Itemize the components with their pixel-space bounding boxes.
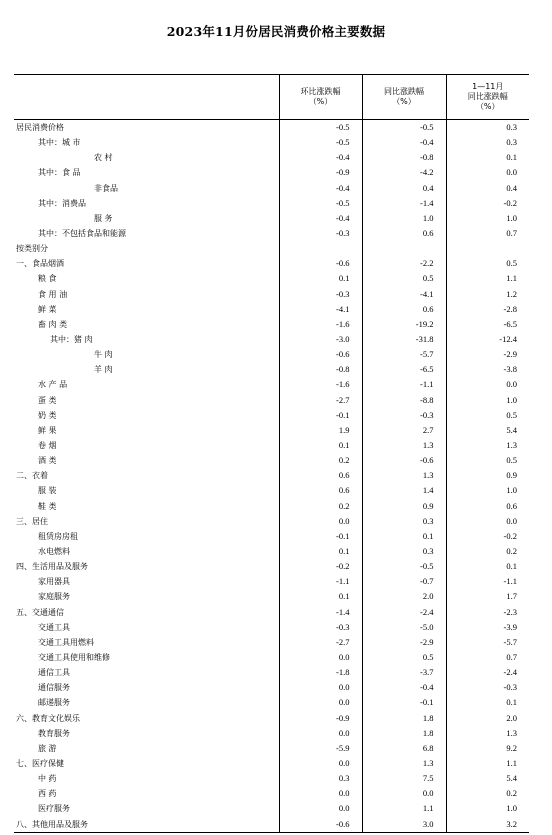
ytd-change-cell: -5.7 — [446, 635, 529, 650]
mom-change-cell: 0.0 — [279, 726, 362, 741]
row-label: 二、衣着 — [16, 471, 48, 481]
table-row — [14, 423, 529, 438]
table-row — [14, 287, 529, 302]
ytd-change-cell: 1.3 — [446, 438, 529, 453]
row-label: 中 药 — [38, 774, 57, 784]
ytd-change-cell: 3.2 — [446, 816, 529, 832]
mom-change-cell: -0.3 — [279, 287, 362, 302]
row-label: 水电燃料 — [38, 547, 70, 556]
row-label: 食 用 油 — [38, 289, 68, 299]
table-row — [14, 135, 529, 150]
mom-change-cell: 0.0 — [279, 650, 362, 665]
yoy-change-cell: -5.7 — [362, 347, 446, 362]
ytd-change-cell: 0.4 — [446, 181, 529, 196]
row-label: 八、其他用品及服务 — [14, 816, 279, 832]
ytd-change-cell: 0.5 — [446, 256, 529, 271]
ytd-change-cell: 1.3 — [446, 726, 529, 741]
ytd-change-cell: 5.4 — [446, 771, 529, 786]
yoy-change-cell: -0.3 — [362, 408, 446, 423]
ytd-change-cell: 2.0 — [446, 710, 529, 725]
yoy-change-cell: -6.5 — [362, 362, 446, 377]
mom-change-cell: 0.1 — [279, 271, 362, 286]
mom-change-cell: -2.7 — [279, 635, 362, 650]
mom-change-cell: -0.9 — [279, 165, 362, 180]
table-row — [14, 196, 529, 211]
yoy-change-cell: 0.1 — [362, 529, 446, 544]
row-label: 按类别分 — [16, 244, 48, 254]
header-text-line: 同比涨跌幅 — [467, 92, 508, 101]
yoy-change-cell: 1.3 — [362, 756, 446, 771]
table-row — [14, 332, 529, 347]
mom-change-cell: -1.1 — [279, 574, 362, 589]
ytd-change-cell: -0.2 — [446, 529, 529, 544]
mom-change-cell: -0.6 — [279, 816, 362, 832]
header-text-line: 环比涨跌幅 — [300, 87, 341, 96]
row-label: 鞋 类 — [38, 501, 57, 511]
yoy-change-cell: -5.0 — [362, 620, 446, 635]
ytd-change-cell: 0.2 — [446, 786, 529, 801]
row-label: 鲜 菜 — [38, 304, 57, 314]
mom-change-cell: -0.4 — [279, 211, 362, 226]
yoy-change-cell: -0.4 — [362, 135, 446, 150]
ytd-change-cell: -2.3 — [446, 605, 529, 620]
row-label: 三、居住 — [16, 516, 48, 526]
ytd-change-cell: -2.8 — [446, 302, 529, 317]
header-item-column — [14, 75, 279, 120]
table-row — [14, 256, 529, 271]
mom-change-cell: -1.6 — [279, 317, 362, 332]
mom-change-cell: -4.1 — [279, 302, 362, 317]
table-row — [14, 438, 529, 453]
ytd-change-cell: 0.3 — [446, 120, 529, 136]
row-label: 交通工具使用和维修 — [38, 652, 110, 662]
mom-change-cell: 0.1 — [279, 438, 362, 453]
yoy-change-cell: 3.0 — [362, 816, 446, 832]
ytd-change-cell: -2.4 — [446, 665, 529, 680]
row-label: 家用器具 — [38, 577, 70, 587]
mom-change-cell: 0.0 — [279, 514, 362, 529]
ytd-change-cell: 0.1 — [446, 559, 529, 574]
mom-change-cell: -0.4 — [279, 150, 362, 165]
yoy-change-cell: -2.9 — [362, 635, 446, 650]
row-label: 家庭服务 — [38, 592, 70, 602]
mom-change-cell: 0.6 — [279, 483, 362, 498]
ytd-change-cell: 1.2 — [446, 287, 529, 302]
ytd-change-cell: 0.7 — [446, 650, 529, 665]
yoy-change-cell: -0.6 — [362, 453, 446, 468]
row-label: 其中：消费品 — [38, 198, 86, 208]
mom-change-cell: 0.0 — [279, 756, 362, 771]
mom-change-cell: -0.6 — [279, 256, 362, 271]
table-row — [14, 816, 529, 832]
table-row — [14, 771, 529, 786]
row-label: 五、交通通信 — [16, 607, 64, 617]
row-label: 教育服务 — [38, 728, 70, 738]
table-row — [14, 589, 529, 604]
mom-change-cell: 0.0 — [279, 695, 362, 710]
row-label: 其中：猪 肉 — [50, 335, 93, 345]
table-row — [14, 453, 529, 468]
mom-change-cell: -0.1 — [279, 529, 362, 544]
yoy-change-cell: 0.6 — [362, 302, 446, 317]
row-label: 居民消费价格 — [16, 123, 64, 133]
mom-change-cell: -0.1 — [279, 408, 362, 423]
table-row — [14, 665, 529, 680]
ytd-change-cell: -12.4 — [446, 332, 529, 347]
table-row — [14, 347, 529, 362]
mom-change-cell: -1.6 — [279, 377, 362, 392]
table-row — [14, 241, 529, 256]
mom-change-cell: 0.3 — [279, 771, 362, 786]
table-row — [14, 726, 529, 741]
yoy-change-cell: 1.3 — [362, 438, 446, 453]
yoy-change-cell: -19.2 — [362, 317, 446, 332]
mom-change-cell: 1.9 — [279, 423, 362, 438]
yoy-change-cell: 0.3 — [362, 544, 446, 559]
mom-change-cell: -0.2 — [279, 559, 362, 574]
yoy-change-cell: 2.0 — [362, 589, 446, 604]
table-body — [14, 120, 529, 833]
ytd-change-cell: 1.7 — [446, 589, 529, 604]
yoy-change-cell: -3.7 — [362, 665, 446, 680]
ytd-change-cell: 1.1 — [446, 271, 529, 286]
mom-change-cell: -0.5 — [279, 196, 362, 211]
mom-change-cell: 0.1 — [279, 589, 362, 604]
mom-change-cell: -0.4 — [279, 181, 362, 196]
row-label: 其中：不包括食品和能源 — [38, 229, 126, 239]
table-row — [14, 271, 529, 286]
row-label: 其中：城 市 — [38, 138, 81, 148]
row-label: 畜 肉 类 — [38, 319, 68, 329]
row-label: 牛 肉 — [94, 350, 113, 360]
table-row — [14, 574, 529, 589]
ytd-change-cell: 1.0 — [446, 801, 529, 816]
yoy-change-cell: 1.4 — [362, 483, 446, 498]
yoy-change-cell: 6.8 — [362, 741, 446, 756]
row-label: 服 装 — [38, 486, 57, 496]
row-label: 租赁房房租 — [38, 531, 78, 541]
mom-change-cell: -0.6 — [279, 347, 362, 362]
ytd-change-cell: 1.0 — [446, 483, 529, 498]
table-row — [14, 741, 529, 756]
yoy-change-cell: -0.7 — [362, 574, 446, 589]
mom-change-cell: -0.5 — [279, 120, 362, 136]
header-text-line: （%） — [392, 97, 416, 106]
row-label: 鲜 果 — [38, 425, 57, 435]
table-row — [14, 756, 529, 771]
table-row — [14, 514, 529, 529]
table-row — [14, 635, 529, 650]
mom-change-cell: 0.2 — [279, 499, 362, 514]
document-title: 2023年11月份居民消费价格主要数据 — [166, 24, 386, 39]
ytd-change-cell: -2.9 — [446, 347, 529, 362]
table-row — [14, 393, 529, 408]
yoy-change-cell: 1.8 — [362, 726, 446, 741]
row-label: 六、教育文化娱乐 — [16, 713, 80, 723]
yoy-change-cell: 0.4 — [362, 181, 446, 196]
header-text-line: （%） — [308, 97, 333, 106]
yoy-change-cell: 0.5 — [362, 650, 446, 665]
table-row — [14, 120, 529, 136]
table-row — [14, 181, 529, 196]
ytd-change-cell: 0.0 — [446, 165, 529, 180]
ytd-change-cell: 0.3 — [446, 135, 529, 150]
ytd-change-cell: 0.0 — [446, 514, 529, 529]
yoy-change-cell: 0.9 — [362, 499, 446, 514]
table-row — [14, 408, 529, 423]
yoy-change-cell: -31.8 — [362, 332, 446, 347]
header-text-line: （%） — [475, 102, 500, 111]
yoy-change-cell: -8.8 — [362, 393, 446, 408]
yoy-change-cell: 1.1 — [362, 801, 446, 816]
header-text-line: 1—11月 — [472, 82, 504, 91]
mom-change-cell: 0.0 — [279, 801, 362, 816]
mom-change-cell: -0.5 — [279, 135, 362, 150]
yoy-change-cell: 0.5 — [362, 271, 446, 286]
mom-change-cell: 0.1 — [279, 544, 362, 559]
ytd-change-cell: 0.0 — [446, 377, 529, 392]
mom-change-cell: -1.4 — [279, 605, 362, 620]
yoy-change-cell: -0.1 — [362, 695, 446, 710]
yoy-change-cell — [362, 241, 446, 256]
table-row — [14, 317, 529, 332]
row-label: 非食品 — [94, 183, 118, 193]
table-row — [14, 302, 529, 317]
cpi-data-table — [14, 74, 529, 833]
row-label: 服 务 — [94, 213, 113, 223]
table-row — [14, 483, 529, 498]
table-row — [14, 499, 529, 514]
ytd-change-cell: 1.1 — [446, 756, 529, 771]
table-header-row — [14, 75, 529, 120]
header-ytd-yoy-change — [446, 75, 529, 120]
yoy-change-cell: 0.0 — [362, 786, 446, 801]
mom-change-cell: -0.3 — [279, 226, 362, 241]
ytd-change-cell: 0.7 — [446, 226, 529, 241]
header-text-line: 同比涨跌幅 — [384, 87, 424, 96]
row-label: 蛋 类 — [38, 395, 57, 405]
yoy-change-cell: -4.2 — [362, 165, 446, 180]
row-label: 酒 类 — [38, 456, 57, 466]
table-row — [14, 150, 529, 165]
row-label: 七、医疗保健 — [16, 758, 64, 768]
mom-change-cell: -2.7 — [279, 393, 362, 408]
row-label: 奶 类 — [38, 410, 57, 420]
yoy-change-cell: -0.5 — [362, 559, 446, 574]
ytd-change-cell: -3.8 — [446, 362, 529, 377]
mom-change-cell — [279, 241, 362, 256]
row-label: 通信服务 — [38, 683, 70, 693]
table-row — [14, 680, 529, 695]
ytd-change-cell: 0.1 — [446, 695, 529, 710]
table-row — [14, 559, 529, 574]
table-row — [14, 362, 529, 377]
row-label: 一、食品烟酒 — [16, 259, 64, 269]
ytd-change-cell: -6.5 — [446, 317, 529, 332]
row-label: 旅 游 — [38, 743, 57, 753]
table-row — [14, 529, 529, 544]
ytd-change-cell: -3.9 — [446, 620, 529, 635]
yoy-change-cell: 0.6 — [362, 226, 446, 241]
row-label: 四、生活用品及服务 — [16, 562, 88, 572]
row-label: 西 药 — [38, 789, 57, 799]
ytd-change-cell — [446, 241, 529, 256]
table-row — [14, 710, 529, 725]
row-label: 交通工具用燃料 — [38, 637, 94, 647]
ytd-change-cell: 5.4 — [446, 423, 529, 438]
row-label: 交通工具 — [38, 622, 70, 632]
table-row — [14, 786, 529, 801]
yoy-change-cell: -0.5 — [362, 120, 446, 136]
mom-change-cell: -0.8 — [279, 362, 362, 377]
row-label: 卷 烟 — [38, 441, 57, 451]
row-label: 医疗服务 — [38, 804, 70, 814]
mom-change-cell: 0.6 — [279, 468, 362, 483]
yoy-change-cell: 0.3 — [362, 514, 446, 529]
ytd-change-cell: -0.3 — [446, 680, 529, 695]
mom-change-cell: -1.8 — [279, 665, 362, 680]
table-row — [14, 650, 529, 665]
yoy-change-cell: 1.8 — [362, 710, 446, 725]
mom-change-cell: -3.0 — [279, 332, 362, 347]
table-row — [14, 211, 529, 226]
table-row — [14, 468, 529, 483]
row-label: 邮递服务 — [38, 698, 70, 708]
table-row — [14, 226, 529, 241]
mom-change-cell: 0.0 — [279, 786, 362, 801]
ytd-change-cell: 0.2 — [446, 544, 529, 559]
row-label: 通信工具 — [38, 668, 70, 678]
mom-change-cell: 0.2 — [279, 453, 362, 468]
yoy-change-cell: -4.1 — [362, 287, 446, 302]
ytd-change-cell: -1.1 — [446, 574, 529, 589]
row-label: 农 村 — [94, 153, 113, 163]
yoy-change-cell: 1.3 — [362, 468, 446, 483]
table-row — [14, 620, 529, 635]
yoy-change-cell: 2.7 — [362, 423, 446, 438]
table-row — [14, 377, 529, 392]
row-label: 粮 食 — [38, 274, 57, 284]
yoy-change-cell: -1.4 — [362, 196, 446, 211]
ytd-change-cell: 0.6 — [446, 499, 529, 514]
table-row — [14, 544, 529, 559]
ytd-change-cell: 1.0 — [446, 393, 529, 408]
ytd-change-cell: 9.2 — [446, 741, 529, 756]
yoy-change-cell: -2.4 — [362, 605, 446, 620]
table-row — [14, 605, 529, 620]
ytd-change-cell: -0.2 — [446, 196, 529, 211]
table-row — [14, 695, 529, 710]
yoy-change-cell: 1.0 — [362, 211, 446, 226]
yoy-change-cell: -1.1 — [362, 377, 446, 392]
header-mom-change — [279, 75, 362, 120]
ytd-change-cell: 0.5 — [446, 408, 529, 423]
row-label: 水 产 品 — [38, 380, 68, 390]
row-label: 羊 肉 — [94, 365, 113, 375]
ytd-change-cell: 0.1 — [446, 150, 529, 165]
row-label: 其中：食 品 — [38, 168, 81, 178]
yoy-change-cell: -2.2 — [362, 256, 446, 271]
ytd-change-cell: 0.9 — [446, 468, 529, 483]
mom-change-cell: -5.9 — [279, 741, 362, 756]
ytd-change-cell: 0.5 — [446, 453, 529, 468]
yoy-change-cell: -0.8 — [362, 150, 446, 165]
table-row — [14, 165, 529, 180]
mom-change-cell: -0.3 — [279, 620, 362, 635]
ytd-change-cell: 1.0 — [446, 211, 529, 226]
header-yoy-change — [362, 75, 446, 120]
mom-change-cell: -0.9 — [279, 710, 362, 725]
mom-change-cell: 0.0 — [279, 680, 362, 695]
yoy-change-cell: 7.5 — [362, 771, 446, 786]
table-row — [14, 801, 529, 816]
yoy-change-cell: -0.4 — [362, 680, 446, 695]
